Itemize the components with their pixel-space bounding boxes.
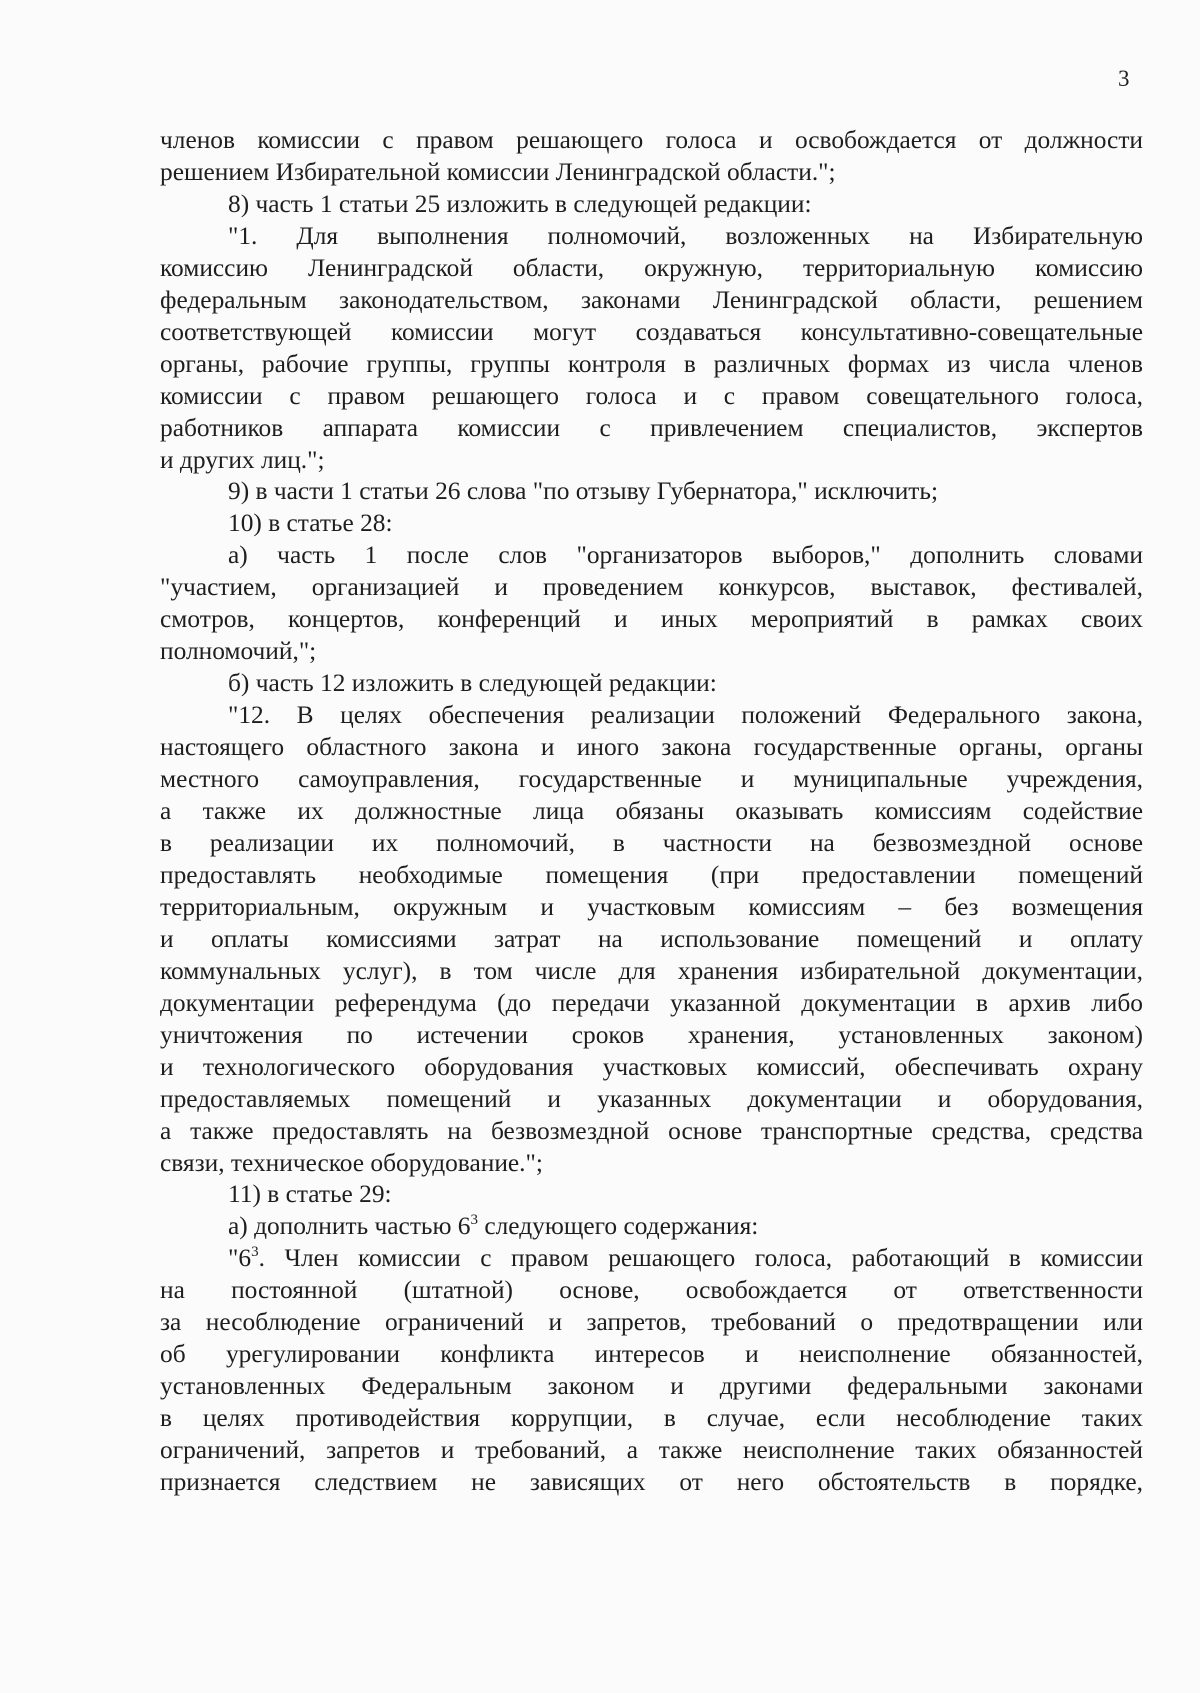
- text-line: комиссии с правом решающего голоса и с правом совещательного голоса,: [160, 381, 1143, 410]
- text-line: работников аппарата комиссии с привлечением специалистов, экспертов: [160, 413, 1143, 442]
- text-line: документации референдума (до передачи указанной документации в архив либо: [160, 988, 1143, 1017]
- superscript: 3: [251, 1244, 259, 1261]
- body-text: [160, 125, 1143, 1499]
- text-segment: а) дополнить частью 6: [228, 1212, 471, 1241]
- text-line: а) часть 1 после слов "организаторов выборов," дополнить словами: [228, 541, 1143, 570]
- text-line: и оплаты комиссиями затрат на использование помещений и оплату: [160, 924, 1143, 953]
- text-line: комиссию Ленинградской области, окружную, территориальную комиссию: [160, 253, 1143, 282]
- text-line: связи, техническое оборудование.";: [160, 1148, 543, 1177]
- text-line: 10) в статье 28:: [228, 509, 393, 538]
- text-line: б) часть 12 изложить в следующей редакции:: [228, 669, 717, 698]
- text-line: уничтожения по истечении сроков хранения, установленных законом): [160, 1020, 1143, 1049]
- text-line: за несоблюдение ограничений и запретов, требований о предотвращении или: [160, 1308, 1143, 1337]
- text-line: предоставлять необходимые помещения (при предоставлении помещений: [160, 860, 1143, 889]
- text-line: [160, 1243, 1143, 1275]
- text-line: в реализации их полномочий, в частности на безвозмездной основе: [160, 828, 1143, 857]
- text-line: органы, рабочие группы, группы контроля в различных формах из числа членов: [160, 349, 1143, 378]
- text-line: и других лиц.";: [160, 445, 325, 474]
- text-line: и технологического оборудования участковых комиссий, обеспечивать охрану: [160, 1052, 1143, 1081]
- text-line: а также предоставлять на безвозмездной основе транспортные средства, средства: [160, 1116, 1143, 1145]
- text-line: в целях противодействия коррупции, в случае, если несоблюдение таких: [160, 1404, 1143, 1433]
- text-line: коммунальных услуг), в том числе для хранения избирательной документации,: [160, 956, 1143, 985]
- page-number: 3: [1118, 66, 1130, 91]
- text-line: местного самоуправления, государственные и муниципальные учреждения,: [160, 765, 1143, 794]
- text-line: соответствующей комиссии могут создаваться консультативно-совещательные: [160, 317, 1143, 346]
- text-line: решением Избирательной комиссии Ленинградской области.";: [160, 157, 836, 186]
- text-line: 11) в статье 29:: [228, 1180, 392, 1209]
- text-line: федеральным законодательством, законами Ленинградской области, решением: [160, 285, 1143, 314]
- superscript: 3: [470, 1212, 479, 1229]
- text-line: [160, 1211, 1143, 1243]
- text-line: установленных Федеральным законом и другими федеральными законами: [160, 1372, 1143, 1401]
- text-line: полномочий,";: [160, 637, 317, 666]
- text-line: на постоянной (штатной) основе, освобождается от ответственности: [160, 1276, 1143, 1305]
- text-line: настоящего областного закона и иного закона государственные органы, органы: [160, 733, 1143, 762]
- text-line: "1. Для выполнения полномочий, возложенных на Избирательную: [228, 221, 1143, 250]
- text-segment: следующего содержания:: [478, 1212, 759, 1241]
- text-line: 8) часть 1 статьи 25 изложить в следующей редакции:: [228, 189, 812, 218]
- text-line: "участием, организацией и проведением конкурсов, выставок, фестивалей,: [160, 573, 1143, 602]
- text-segment: . Член комиссии с правом решающего голоса, работающий в комиссии: [258, 1244, 1143, 1273]
- text-line: признается следствием не зависящих от него обстоятельств в порядке,: [160, 1468, 1143, 1497]
- text-line: "12. В целях обеспечения реализации положений Федерального закона,: [228, 701, 1143, 730]
- text-line: территориальным, окружным и участковым комиссиям – без возмещения: [160, 892, 1143, 921]
- text-line: предоставляемых помещений и указанных документации и оборудования,: [160, 1084, 1143, 1113]
- text-line: смотров, концертов, конференций и иных мероприятий в рамках своих: [160, 605, 1143, 634]
- text-line: 9) в части 1 статьи 26 слова "по отзыву Губернатора," исключить;: [228, 477, 939, 506]
- text-segment: "6: [228, 1244, 252, 1273]
- text-line: а также их должностные лица обязаны оказывать комиссиям содействие: [160, 797, 1143, 826]
- text-line: членов комиссии с правом решающего голоса и освобождается от должности: [160, 126, 1143, 154]
- text-line: ограничений, запретов и требований, а также неисполнение таких обязанностей: [160, 1436, 1143, 1465]
- text-line: об урегулировании конфликта интересов и неисполнение обязанностей,: [160, 1340, 1143, 1369]
